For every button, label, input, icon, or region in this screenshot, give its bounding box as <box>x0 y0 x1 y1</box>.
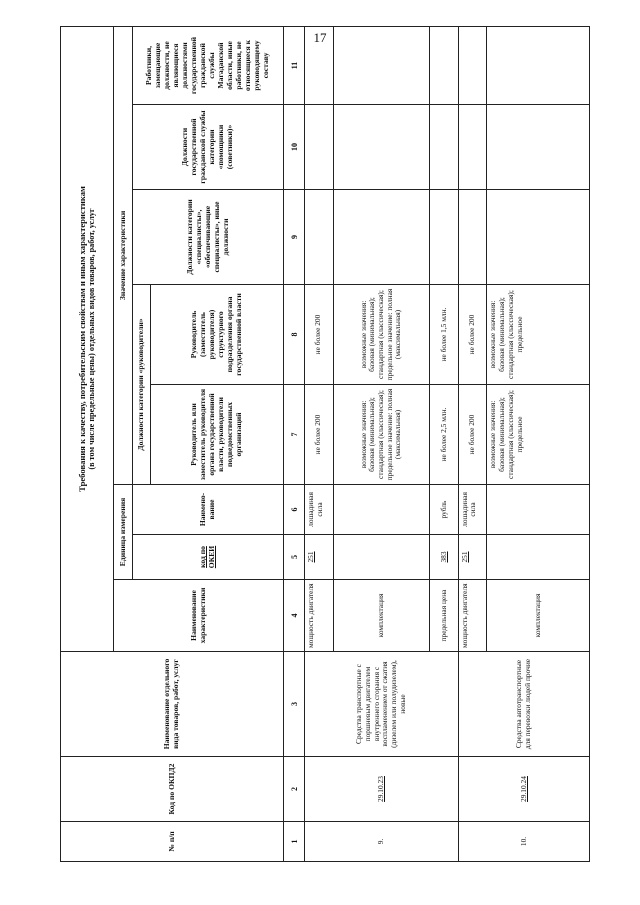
value-col-8: не более 1,5 млн. <box>430 285 459 385</box>
char-name: мощность двигателя <box>458 580 487 652</box>
value-col-10 <box>487 105 590 190</box>
rotated-table-wrapper <box>60 27 590 862</box>
requirements-table <box>60 26 590 862</box>
header-value-group: Значение характеристики <box>114 26 132 484</box>
value-col-8: не более 200 <box>458 285 487 385</box>
header-okei: код по ОКЕИ <box>132 535 284 580</box>
okei-code: 383 <box>430 535 459 580</box>
value-col-8: не более 200 <box>304 285 333 385</box>
okei-code <box>333 535 429 580</box>
column-number: 3 <box>284 652 305 757</box>
column-number: 6 <box>284 485 305 535</box>
value-col-9 <box>487 190 590 285</box>
column-number: 5 <box>284 535 305 580</box>
header-col-8: Руководитель (заместитель руководителя) структурного подразделения органа государственной власти <box>151 285 284 385</box>
value-col-7: не более 200 <box>458 385 487 485</box>
requirements-subtitle: (в том числе предельные цены) отдельных видов товаров, работ, услуг <box>87 208 97 470</box>
value-col-9 <box>304 190 333 285</box>
column-number: 7 <box>284 385 305 485</box>
value-col-10 <box>430 105 459 190</box>
page-number: 17 <box>313 30 327 45</box>
header-name: Наименование отдельного вида товаров, работ, услуг <box>61 652 284 757</box>
value-col-11 <box>487 26 590 104</box>
column-number: 2 <box>284 757 305 822</box>
char-name: комплектация <box>487 580 590 652</box>
column-number: 11 <box>284 26 305 104</box>
okei-code: 251 <box>458 535 487 580</box>
header-col-9: Должности категории «специалисты», «обеспечивающие специалисты», иные должности <box>132 190 284 285</box>
value-col-9 <box>430 190 459 285</box>
unit-name <box>487 485 590 535</box>
row-okpd-code: 29.10.24 <box>458 757 589 822</box>
value-col-9 <box>458 190 487 285</box>
unit-name: рубль <box>430 485 459 535</box>
unit-name <box>333 485 429 535</box>
value-col-11 <box>430 26 459 104</box>
requirements-title-main: Требования к качеству, потребительским свойствам и иным характеристикам <box>77 186 88 492</box>
row-number: 10. <box>458 822 589 862</box>
header-col-10: Должности государственной гражданской службы категории «помощники (советники)» <box>132 105 284 190</box>
value-col-8: возможные значения: базовая (минимальная); стандартная (классическая); предельное значение: полная (максимальная) <box>333 285 429 385</box>
value-col-11 <box>333 26 429 104</box>
header-managers-group: Должности категории «руководители» <box>132 285 150 485</box>
value-col-7: возможные значения: базовая (минимальная); стандартная (классическая); предельное <box>487 385 590 485</box>
header-unit-name: Наимено-вание <box>132 485 284 535</box>
value-col-10 <box>458 105 487 190</box>
column-number: 10 <box>284 105 305 190</box>
char-name: предельная цена <box>430 580 459 652</box>
column-number: 9 <box>284 190 305 285</box>
unit-name: лошадиная сила <box>304 485 333 535</box>
column-number: 4 <box>284 580 305 652</box>
header-col-11: Работники, замещающие должности, не являющиеся должностями государственной гражданской службы Магаданской области, иные работники, не относящиеся к руководящему составу <box>132 26 284 104</box>
okei-code <box>487 535 590 580</box>
header-no: № п/п <box>61 822 284 862</box>
header-okpd: Код по ОКПД2 <box>61 757 284 822</box>
header-col-7: Руководитель или заместитель руководителя органа государственной власти, руководители подведомственных организаций <box>151 385 284 485</box>
row-product-name: Средства транспортные с поршневым двигателем внутреннего сгорания с воспламенением от сжатия (дизелем или полудизелем), новые <box>304 652 458 757</box>
value-col-10 <box>304 105 333 190</box>
column-number: 1 <box>284 822 305 862</box>
value-col-7: не более 2,5 млн. <box>430 385 459 485</box>
requirements-title <box>61 26 114 651</box>
value-col-7: не более 200 <box>304 385 333 485</box>
unit-name: лошадиная сила <box>458 485 487 535</box>
value-col-8: возможные значения: базовая (минимальная); стандартная (классическая); предельное <box>487 285 590 385</box>
okei-code: 251 <box>304 535 333 580</box>
row-number: 9. <box>304 822 458 862</box>
row-okpd-code: 29.10.23 <box>304 757 458 822</box>
value-col-7: возможные значения: базовая (минимальная); стандартная (классическая); предельное значение: полная (максимальная) <box>333 385 429 485</box>
header-unit-group: Единица измерения <box>114 485 132 580</box>
value-col-11 <box>458 26 487 104</box>
row-product-name: Средства автотранспортные для перевозки людей прочие <box>458 652 589 757</box>
header-char-name: Наименование характеристики <box>114 580 284 652</box>
char-name: мощность двигателя <box>304 580 333 652</box>
value-col-11 <box>304 26 333 104</box>
value-col-9 <box>333 190 429 285</box>
column-number: 8 <box>284 285 305 385</box>
value-col-10 <box>333 105 429 190</box>
char-name: комплектация <box>333 580 429 652</box>
